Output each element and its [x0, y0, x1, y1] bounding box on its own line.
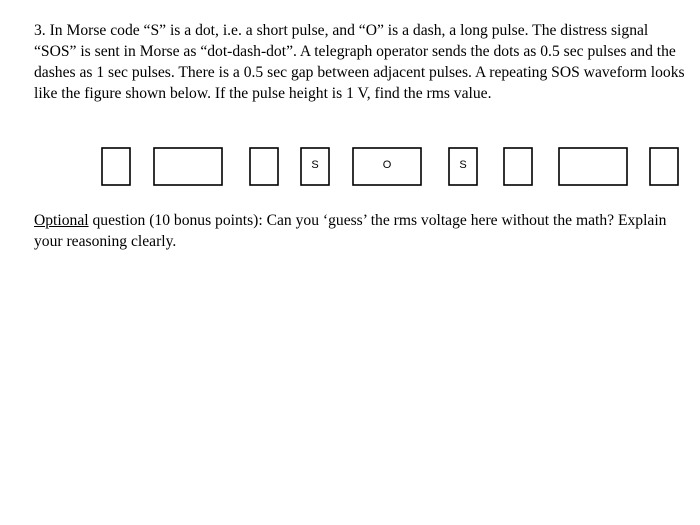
- waveform-label-s: S: [311, 159, 319, 171]
- pulse-dot: [102, 148, 130, 185]
- pulse-dot: [650, 148, 678, 185]
- pulse-dash: [559, 148, 627, 185]
- sos-waveform-figure: [100, 146, 680, 188]
- pulse-dash: [154, 148, 222, 185]
- pulse-dot: [504, 148, 532, 185]
- waveform-label-s: S: [459, 159, 467, 171]
- bonus-question: [34, 210, 694, 252]
- problem-statement: 3. In Morse code “S” is a dot, i.e. a short pulse, and “O” is a dash, a long pulse. The distress signal “SOS” is sent in Morse as “dot-dash-dot”. A telegraph operator sends the dots as 0.5 sec pulses and the dashes as 1 sec pulses. There is a 0.5 sec gap between adjacent pulses. A repeating SOS waveform looks like the figure shown below. If the pulse height is 1 V, find the rms value.: [34, 22, 685, 102]
- pulse-dot: [250, 148, 278, 185]
- optional-label: Optional: [34, 212, 89, 229]
- bonus-question-text: question (10 bonus points): Can you ‘guess’ the rms voltage here without the math? Explain your reasoning clearly.: [34, 212, 667, 250]
- waveform-label-o: O: [382, 159, 392, 171]
